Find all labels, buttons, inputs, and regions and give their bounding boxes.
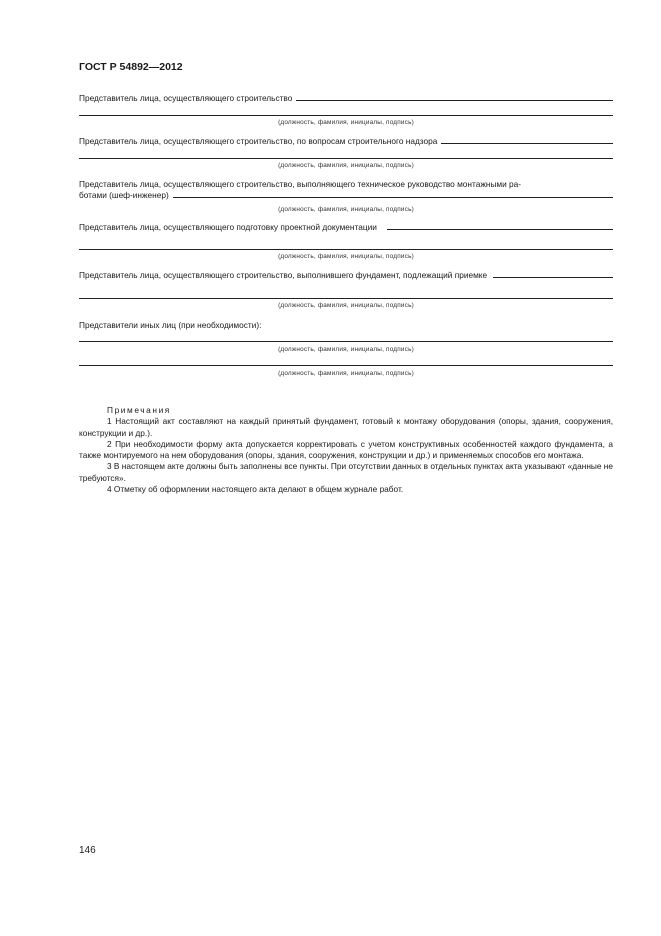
note-item: 3 В настоящем акте должны быть заполнены все пункты. При отсутствии данных в отдельных пунктах акта указывают «данные не требуются».: [79, 461, 613, 483]
other-representatives-label: Представители иных лиц (при необходимости):: [79, 320, 262, 330]
document-header: ГОСТ Р 54892—2012: [79, 61, 183, 73]
representative-design-label: Представитель лица, осуществляющего подготовку проектной документации: [79, 222, 377, 232]
notes-section: [79, 405, 613, 495]
signature-caption: (должность, фамилия, инициалы, подпись): [278, 206, 414, 213]
signature-line[interactable]: [387, 229, 613, 230]
signature-caption: (должность, фамилия, инициалы, подпись): [278, 253, 414, 260]
signature-line[interactable]: [79, 249, 613, 250]
representative-foundation-builder-row: [79, 270, 613, 280]
representative-supervision-row: [79, 136, 613, 146]
representative-chief-engineer-row: [79, 190, 613, 200]
representative-builder-label: Представитель лица, осуществляющего строительство: [79, 93, 293, 103]
signature-caption: (должность, фамилия, инициалы, подпись): [278, 302, 414, 309]
representative-builder-row: [79, 93, 613, 103]
note-item: 4 Отметку об оформлении настоящего акта делают в общем журнале работ.: [107, 484, 404, 495]
signature-line[interactable]: [173, 197, 613, 198]
representative-design-row: [79, 222, 613, 232]
signature-line[interactable]: [79, 115, 613, 116]
signature-caption: (должность, фамилия, инициалы, подпись): [278, 370, 414, 377]
note-item: 2 При необходимости форму акта допускается корректировать с учетом конструктивных особенностей каждого фундамента, а также монтируемого на нем оборудования (опоры, здания, сооружения, конструкции и др.) и применяемых способов его монтажа.: [79, 438, 613, 461]
signature-caption: (должность, фамилия, инициалы, подпись): [278, 119, 414, 126]
signature-line[interactable]: [493, 277, 613, 278]
representative-supervision-label: Представитель лица, осуществляющего строительство, по вопросам строительного надзора: [79, 136, 438, 146]
signature-line[interactable]: [79, 298, 613, 299]
signature-line[interactable]: [79, 365, 613, 366]
signature-caption: (должность, фамилия, инициалы, подпись): [278, 162, 414, 169]
note-item: 1 Настоящий акт составляют на каждый принятый фундамент, готовый к монтажу оборудования (опоры, здания, сооружения, конструкции и др.).: [79, 416, 613, 438]
page-number: 146: [79, 845, 96, 856]
signature-line[interactable]: [441, 143, 613, 144]
representative-foundation-builder-label: Представитель лица, осуществляющего строительство, выполнившего фундамент, подлежащий приемке: [79, 270, 488, 280]
signature-line[interactable]: [296, 100, 613, 101]
notes-title: Примечания: [107, 405, 171, 415]
signature-line[interactable]: [79, 341, 613, 342]
signature-line[interactable]: [79, 158, 613, 159]
signature-caption: (должность, фамилия, инициалы, подпись): [278, 346, 414, 353]
representative-chief-engineer-label-line1: Представитель лица, осуществляющего строительство, выполняющего техническое руководство монтажными ра-: [79, 179, 522, 189]
representative-chief-engineer-label-line2: ботами (шеф-инженер): [79, 190, 169, 200]
